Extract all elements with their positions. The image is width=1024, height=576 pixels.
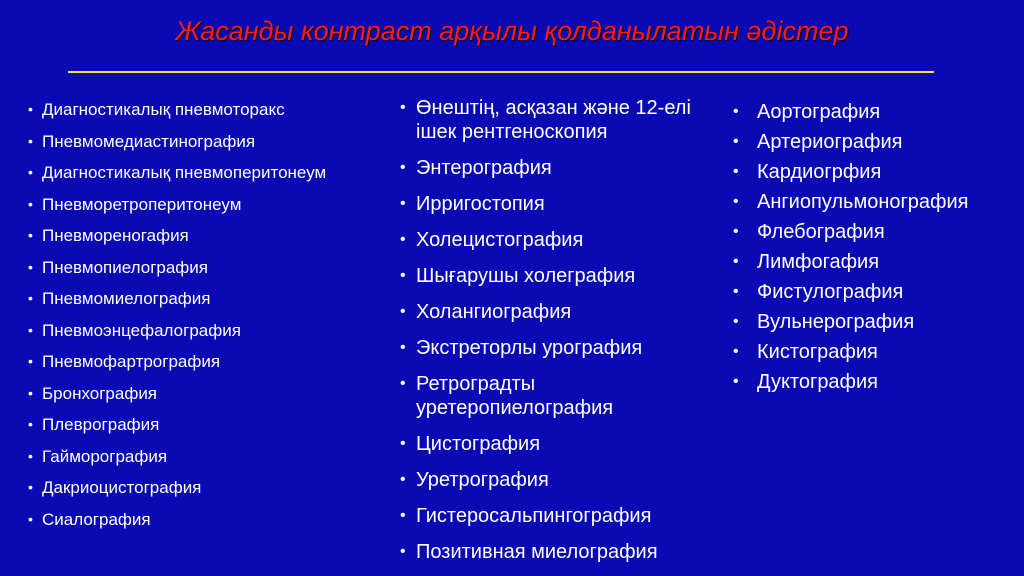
list-item-text: Пневмофартрография — [42, 352, 221, 371]
bullet-icon: • — [400, 195, 406, 212]
list-item — [400, 96, 720, 144]
list-item — [28, 350, 368, 373]
list-item — [28, 445, 368, 468]
column-3-list — [733, 100, 978, 400]
list-item-text: Өнештің, асқазан және 12-елі ішек рентгеноскопия — [416, 97, 691, 143]
slide-title: Жасанды контраст арқылы қолданылатын әдістер — [175, 16, 849, 46]
bullet-icon: • — [28, 321, 33, 338]
bullet-icon: • — [28, 195, 33, 212]
list-item — [400, 372, 720, 420]
bullet-icon: • — [28, 164, 33, 180]
list-item-text: Пневмоэнцефалография — [42, 320, 241, 340]
bullet-icon: • — [733, 253, 739, 270]
list-item-text: Лимфогафия — [757, 251, 880, 273]
list-item-text: Гистеросальпингография — [416, 505, 652, 527]
list-item — [400, 300, 720, 324]
bullet-icon: • — [28, 447, 33, 464]
bullet-icon: • — [733, 313, 739, 330]
list-item — [400, 336, 720, 360]
bullet-icon: • — [400, 339, 406, 356]
list-item — [28, 287, 368, 310]
list-item — [400, 468, 720, 492]
list-item-text: Диагностикалық пневмоперитонеум — [42, 163, 327, 182]
list-item — [28, 413, 368, 436]
bullet-icon: • — [400, 159, 406, 176]
bullet-icon: • — [733, 133, 739, 150]
list-item — [733, 160, 978, 184]
bullet-icon: • — [400, 267, 406, 284]
list-item — [28, 161, 368, 184]
list-item-text: Кистография — [757, 341, 878, 363]
list-item-text: Плеврография — [42, 415, 160, 434]
list-item — [733, 340, 978, 364]
list-item-text: Уретрография — [416, 469, 549, 491]
list-item-text: Фистулография — [757, 281, 904, 303]
bullet-icon: • — [28, 479, 33, 495]
bullet-icon: • — [28, 132, 33, 149]
list-item — [28, 256, 368, 279]
list-item — [733, 280, 978, 304]
list-item — [400, 432, 720, 456]
list-item-text: Сиалография — [42, 509, 151, 529]
list-item — [400, 156, 720, 180]
bullet-icon: • — [28, 227, 33, 243]
list-item — [28, 508, 368, 531]
list-item — [28, 130, 368, 153]
list-item-text: Ангиопульмонография — [757, 191, 969, 213]
list-item-text: Кардиогрфия — [757, 161, 882, 183]
list-item-text: Артериография — [757, 131, 903, 153]
bullet-icon: • — [400, 435, 406, 452]
column-1-list — [28, 98, 368, 539]
title-underline — [68, 71, 934, 73]
list-item-text: Гайморография — [42, 446, 168, 466]
list-item-text: Диагностикалық пневмоторакс — [42, 100, 285, 119]
list-item — [733, 310, 978, 334]
list-item — [28, 98, 368, 121]
list-item — [28, 224, 368, 247]
list-item-text: Пневморетроперитонеум — [42, 194, 242, 214]
list-item-text: Энтерография — [416, 157, 552, 179]
list-item-text: Пневмореногафия — [42, 226, 189, 245]
list-item — [733, 130, 978, 154]
list-item — [400, 264, 720, 288]
list-item — [28, 476, 368, 499]
bullet-icon: • — [400, 99, 406, 116]
list-item — [733, 250, 978, 274]
bullet-icon: • — [28, 258, 33, 275]
bullet-icon: • — [733, 283, 739, 300]
bullet-icon: • — [28, 416, 33, 432]
bullet-icon: • — [400, 543, 406, 560]
list-item — [28, 193, 368, 216]
list-item-text: Дуктография — [757, 371, 879, 393]
list-item — [733, 220, 978, 244]
list-item — [400, 540, 720, 564]
bullet-icon: • — [400, 507, 406, 524]
list-item-text: Цистография — [416, 433, 541, 455]
list-item — [733, 370, 978, 394]
list-item-text: Ретроградты уретеропиелография — [416, 373, 614, 419]
list-item-text: Вульнерография — [757, 311, 915, 333]
list-item-text: Пневмопиелография — [42, 257, 208, 277]
bullet-icon: • — [400, 471, 406, 488]
column-2-list — [400, 96, 720, 576]
bullet-icon: • — [28, 384, 33, 401]
bullet-icon: • — [400, 375, 406, 392]
list-item-text: Холецистография — [416, 229, 584, 251]
list-item-text: Позитивная миелография — [416, 541, 658, 563]
list-item-text: Флебография — [757, 221, 885, 243]
list-item-text: Ирригостопия — [416, 193, 545, 215]
list-item — [733, 190, 978, 214]
bullet-icon: • — [733, 103, 739, 120]
list-item-text: Шығарушы холеграфия — [416, 265, 636, 287]
list-item-text: Пневмомедиастинография — [42, 131, 256, 151]
list-item — [400, 192, 720, 216]
bullet-icon: • — [28, 353, 33, 369]
bullet-icon: • — [733, 193, 739, 210]
bullet-icon: • — [400, 231, 406, 248]
bullet-icon: • — [28, 101, 33, 117]
bullet-icon: • — [400, 303, 406, 320]
bullet-icon: • — [733, 343, 739, 360]
bullet-icon: • — [28, 290, 33, 306]
list-item-text: Холангиография — [416, 301, 572, 323]
list-item-text: Бронхография — [42, 383, 158, 403]
list-item — [28, 382, 368, 405]
list-item — [733, 100, 978, 124]
list-item-text: Дакриоцистография — [42, 478, 202, 497]
list-item — [28, 319, 368, 342]
list-item — [400, 504, 720, 528]
list-item-text: Пневмомиелография — [42, 289, 211, 308]
list-item-text: Аортография — [757, 101, 881, 123]
list-item — [400, 228, 720, 252]
bullet-icon: • — [733, 223, 739, 240]
bullet-icon: • — [28, 510, 33, 527]
list-item-text: Экстреторлы урография — [416, 337, 643, 359]
bullet-icon: • — [733, 373, 739, 390]
bullet-icon: • — [733, 163, 739, 180]
